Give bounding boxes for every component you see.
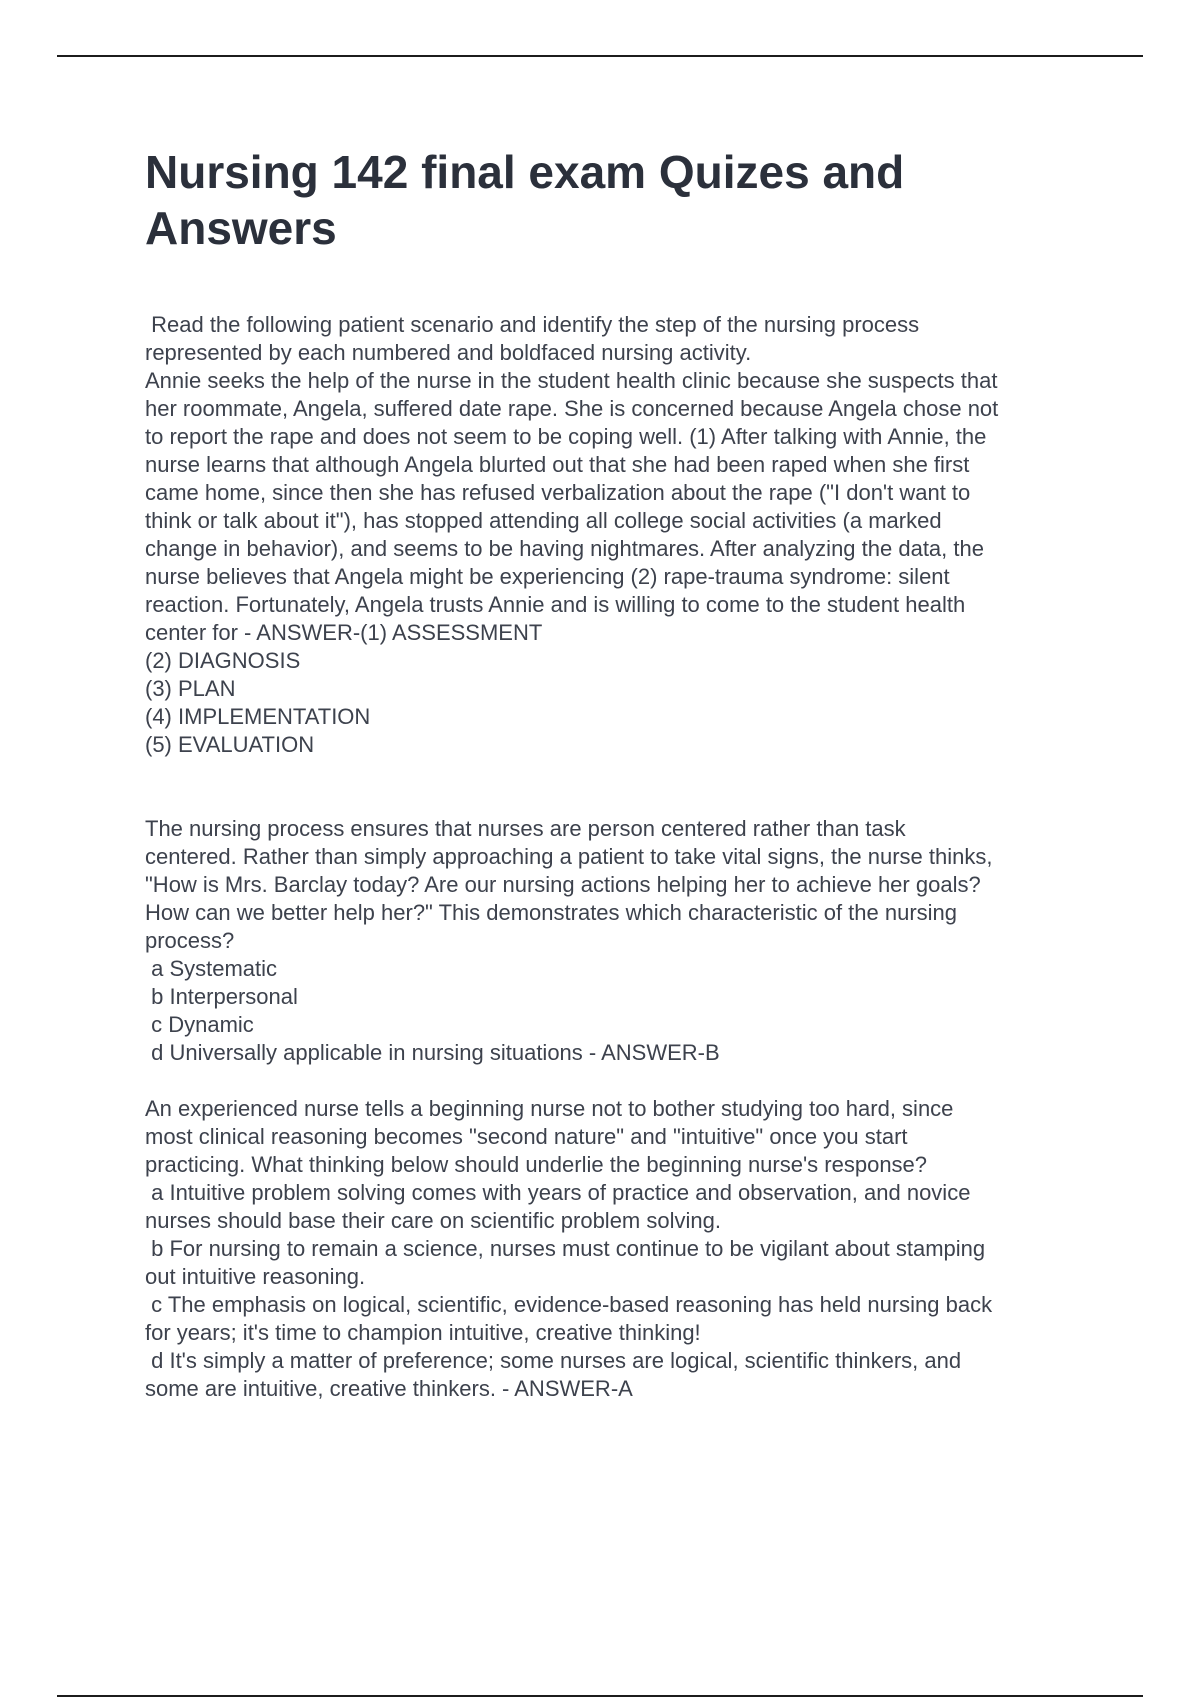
question-3-line: some are intuitive, creative thinkers. - ANSWER-A: [145, 1376, 633, 1401]
question-1-line: Annie seeks the help of the nurse in the student health clinic because she suspects that: [145, 368, 998, 393]
spacer: [145, 1067, 1095, 1095]
question-2-line: "How is Mrs. Barclay today? Are our nursing actions helping her to achieve her goals?: [145, 872, 981, 897]
question-3-line: for years; it's time to champion intuitive, creative thinking!: [145, 1320, 701, 1345]
question-2-line: d Universally applicable in nursing situations - ANSWER-B: [145, 1040, 720, 1065]
question-3-line: out intuitive reasoning.: [145, 1264, 366, 1289]
question-3-line: most clinical reasoning becomes "second nature" and "intuitive" once you start: [145, 1124, 908, 1149]
document-title: [145, 144, 1045, 256]
question-1-line: came home, since then she has refused verbalization about the rape ("I don't want to: [145, 480, 971, 505]
spacer: [145, 759, 1095, 815]
question-2: [145, 815, 1095, 1067]
question-2-line: process?: [145, 928, 235, 953]
question-1-line: (4) IMPLEMENTATION: [145, 704, 371, 729]
question-3-line: c The emphasis on logical, scientific, evidence-based reasoning has held nursing back: [145, 1292, 993, 1317]
question-3-line: d It's simply a matter of preference; some nurses are logical, scientific thinkers, and: [145, 1348, 962, 1373]
question-1-line: (5) EVALUATION: [145, 732, 315, 757]
question-3-line: b For nursing to remain a science, nurses must continue to be vigilant about stamping: [145, 1236, 986, 1261]
question-1-line: represented by each numbered and boldfaced nursing activity.: [145, 340, 752, 365]
question-1-line: (3) PLAN: [145, 676, 236, 701]
question-2-line: centered. Rather than simply approaching a patient to take vital signs, the nurse thinks,: [145, 844, 993, 869]
question-1-line: reaction. Fortunately, Angela trusts Annie and is willing to come to the student health: [145, 592, 966, 617]
question-3-line: nurses should base their care on scientific problem solving.: [145, 1208, 721, 1233]
question-3: [145, 1095, 1095, 1403]
question-1-line: nurse believes that Angela might be experiencing (2) rape-trauma syndrome: silent: [145, 564, 950, 589]
question-1: [145, 311, 1095, 759]
bottom-divider: [57, 1695, 1143, 1697]
question-2-line: The nursing process ensures that nurses are person centered rather than task: [145, 816, 906, 841]
question-1-line: (2) DIAGNOSIS: [145, 648, 301, 673]
question-1-line: change in behavior), and seems to be having nightmares. After analyzing the data, the: [145, 536, 984, 561]
question-1-line: to report the rape and does not seem to be coping well. (1) After talking with Annie, the: [145, 424, 987, 449]
question-2-line: b Interpersonal: [145, 984, 298, 1009]
question-1-line: think or talk about it"), has stopped attending all college social activities (a marked: [145, 508, 942, 533]
question-3-line: An experienced nurse tells a beginning nurse not to bother studying too hard, since: [145, 1096, 954, 1121]
document-body: [145, 311, 1095, 1403]
question-1-line: her roommate, Angela, suffered date rape. She is concerned because Angela chose not: [145, 396, 999, 421]
question-2-line: c Dynamic: [145, 1012, 254, 1037]
question-2-line: a Systematic: [145, 956, 278, 981]
question-1-line: center for - ANSWER-(1) ASSESSMENT: [145, 620, 543, 645]
question-2-line: How can we better help her?" This demonstrates which characteristic of the nursing: [145, 900, 958, 925]
question-3-line: a Intuitive problem solving comes with years of practice and observation, and novice: [145, 1180, 971, 1205]
title-line: Answers: [145, 202, 337, 254]
top-divider: [57, 55, 1143, 57]
title-line: Nursing 142 final exam Quizes and: [145, 146, 905, 198]
question-3-line: practicing. What thinking below should underlie the beginning nurse's response?: [145, 1152, 928, 1177]
question-1-line: Read the following patient scenario and identify the step of the nursing process: [145, 312, 920, 337]
question-1-line: nurse learns that although Angela blurted out that she had been raped when she first: [145, 452, 970, 477]
